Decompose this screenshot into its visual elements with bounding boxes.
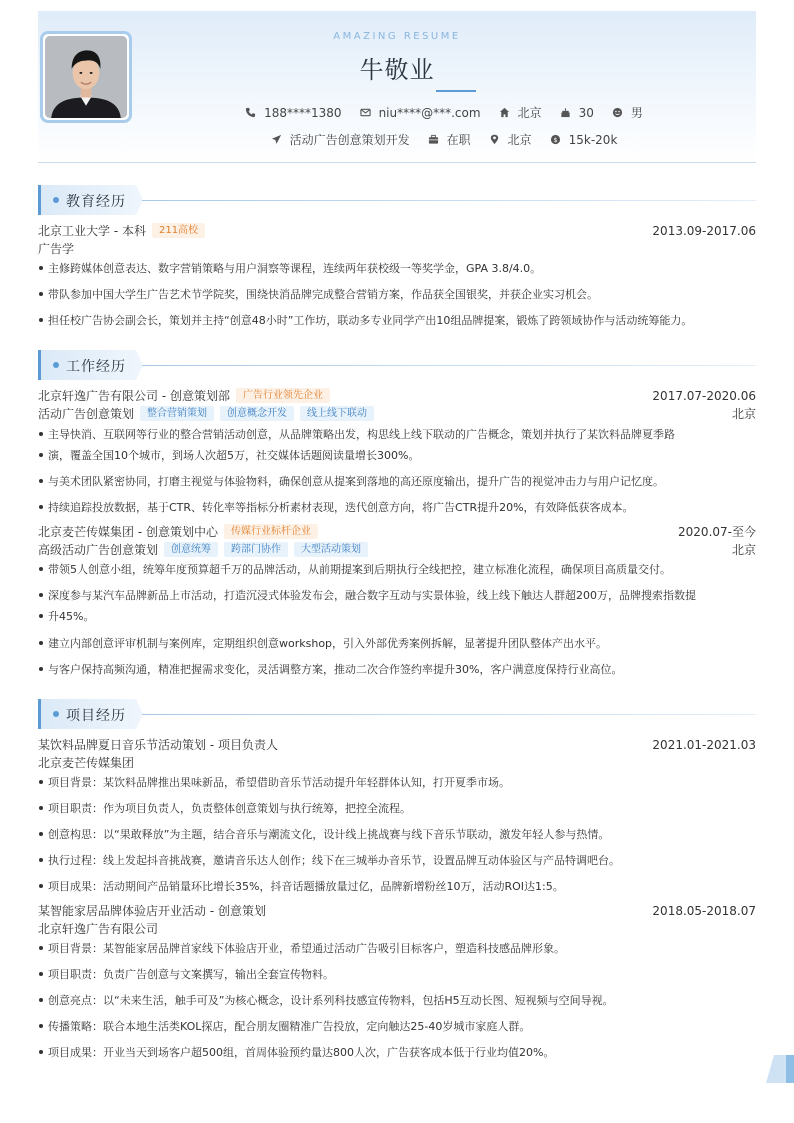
project-name: 某饮料品牌夏日音乐节活动策划 - 项目负责人 — [38, 738, 278, 752]
education-section-header — [38, 185, 756, 215]
section-title: 项目经历 — [66, 708, 126, 724]
resume-tagline: AMAZING RESUME — [333, 31, 461, 42]
location-icon — [489, 134, 500, 145]
candidate-name: 牛敬业 — [359, 56, 435, 84]
gender-icon — [612, 107, 623, 118]
target-city-info: 北京 — [489, 131, 532, 148]
job-role-row — [38, 541, 756, 558]
cake-icon — [560, 107, 571, 118]
job-entry — [38, 523, 756, 540]
job-role: 活动广告创意策划 — [38, 407, 135, 421]
mail-icon — [360, 107, 371, 118]
list-item: 主修跨媒体创意表达、数字营销策略与用户洞察等课程，连续两年获校级一等奖学金，GPA 3.8/4.0。 — [38, 258, 756, 279]
list-item: 创意亮点：以“未来生活，触手可及”为核心概念，设计系列科技感宣传物料，包括H5互动长图、短视频与空间导视。 — [38, 990, 756, 1011]
list-item: 带领5人创意小组，统筹年度预算超千万的品牌活动，从前期提案到后期执行全线把控，建立标准化流程，确保项目高质量交付。 — [38, 559, 756, 580]
project-org: 北京麦芒传媒集团 — [38, 756, 135, 770]
target-position-info: 活动广告创意策划开发 — [271, 131, 410, 148]
name-underline — [436, 90, 476, 92]
list-item: 项目成果：开业当天到场客户超500组，首周体验预约量达800人次，广告获客成本低于行业均值20%。 — [38, 1042, 756, 1063]
project-date: 2018.05-2018.07 — [652, 903, 756, 918]
section-title: 教育经历 — [66, 194, 126, 210]
list-item: 带队参加中国大学生广告艺术节学院奖，围绕快消品牌完成整合营销方案，作品获全国银奖，并获企业实习机会。 — [38, 284, 756, 305]
project-org: 北京轩逸广告有限公司 — [38, 922, 159, 936]
list-item-continuation: 演，覆盖全国10个城市，到场人次超5万，社交媒体话题阅读量增长300%。 — [38, 445, 756, 466]
skill-tag: 跨部门协作 — [224, 542, 288, 557]
company-name: 北京麦芒传媒集团 - 创意策划中心 — [38, 525, 218, 539]
phone-info: 188****1380 — [245, 106, 341, 120]
school-badge: 211高校 — [152, 223, 205, 238]
job-intent-row — [132, 131, 756, 148]
company-badge: 传媒行业标杆企业 — [224, 524, 318, 539]
job-entry — [38, 387, 756, 404]
skill-tag: 创意统筹 — [164, 542, 218, 557]
list-item-continuation: 升45%。 — [38, 606, 756, 627]
skill-tag: 大型活动策划 — [294, 542, 368, 557]
skill-tag: 线上线下联动 — [300, 406, 374, 421]
education-entry — [38, 222, 756, 239]
list-item: 项目成果：活动期间产品销量环比增长35%，抖音话题播放量过亿，品牌新增粉丝10万，活动ROI达1:5。 — [38, 876, 756, 897]
job-role-row — [38, 405, 756, 422]
home-icon — [499, 107, 510, 118]
briefcase-icon — [428, 134, 439, 145]
expected-salary-info: $ 15k-20k — [550, 133, 618, 147]
age-info: 30 — [560, 106, 594, 120]
company-badge: 广告行业领先企业 — [236, 388, 330, 403]
skill-tag: 整合营销策划 — [140, 406, 214, 421]
svg-text:$: $ — [553, 135, 558, 144]
list-item: 担任校广告协会副会长，策划并主持“创意48小时”工作坊，联动多专业同学产出10组品牌提案，锻炼了跨领域协作与活动统筹能力。 — [38, 310, 756, 331]
list-item: 创意构思：以“果敢释放”为主题，结合音乐与潮流文化，设计线上挑战赛与线下音乐节联动，激发年轻人参与热情。 — [38, 824, 756, 845]
job-date: 2020.07-至今 — [678, 525, 756, 539]
projects-section-header — [38, 699, 756, 729]
list-item: 主导快消、互联网等行业的整合营销活动创意，从品牌策略出发，构思线上线下联动的广告概念，策划并执行了某饮料品牌夏季路 — [38, 424, 756, 445]
job-city: 北京 — [731, 543, 756, 557]
hometown-info: 北京 — [499, 104, 542, 121]
list-item: 执行过程：线上发起抖音挑战赛，邀请音乐达人创作；线下在三城举办音乐节，设置品牌互动体验区与产品特调吧台。 — [38, 850, 756, 871]
section-title: 工作经历 — [66, 359, 126, 375]
list-item: 项目背景：某饮料品牌推出果味新品，希望借助音乐节活动提升年轻群体认知，打开夏季市场。 — [38, 772, 756, 793]
send-icon — [271, 134, 282, 145]
project-date: 2021.01-2021.03 — [652, 737, 756, 752]
company-name: 北京轩逸广告有限公司 - 创意策划部 — [38, 389, 230, 403]
list-item: 项目背景：某智能家居品牌首家线下体验店开业，希望通过活动广告吸引目标客户，塑造科技感品牌形象。 — [38, 938, 756, 959]
corner-decoration — [766, 1055, 794, 1083]
list-item: 与客户保持高频沟通，精准把握需求变化，灵活调整方案，推动二次合作签约率提升30%，客户满意度保持行业高位。 — [38, 659, 756, 680]
project-name: 某智能家居品牌体验店开业活动 - 创意策划 — [38, 904, 266, 918]
skill-tag: 创意概念开发 — [220, 406, 294, 421]
job-role: 高级活动广告创意策划 — [38, 543, 159, 557]
major: 广告学 — [38, 242, 75, 256]
resume-header — [38, 11, 756, 163]
job-city: 北京 — [731, 407, 756, 421]
school-name: 北京工业大学 - 本科 — [38, 224, 146, 238]
email-info: niu****@***.com — [360, 106, 481, 120]
work-section-header — [38, 350, 756, 380]
list-item: 项目职责：作为项目负责人，负责整体创意策划与执行统筹，把控全流程。 — [38, 798, 756, 819]
project-entry — [38, 736, 756, 753]
education-date: 2013.09-2017.06 — [652, 223, 756, 238]
list-item: 深度参与某汽车品牌新品上市活动，打造沉浸式体验发布会，融合数字互动与实景体验，线上线下触达人群超200万，品牌搜索指数提 — [38, 585, 756, 606]
job-date: 2017.07-2020.06 — [652, 388, 756, 403]
list-item: 传播策略：联合本地生活类KOL探店，配合朋友圈精准广告投放，定向触达25-40岁城市家庭人群。 — [38, 1016, 756, 1037]
contact-info-row — [132, 104, 756, 121]
phone-icon — [245, 107, 256, 118]
list-item: 与美术团队紧密协同，打磨主视觉与体验物料，确保创意从提案到落地的高还原度输出，提升广告的视觉冲击力与用户记忆度。 — [38, 471, 756, 492]
list-item: 项目职责：负责广告创意与文案撰写，输出全套宣传物料。 — [38, 964, 756, 985]
money-icon — [550, 134, 561, 145]
list-item: 持续追踪投放数据，基于CTR、转化率等指标分析素材表现，迭代创意方向，将广告CTR提升20%，有效降低获客成本。 — [38, 497, 756, 518]
employment-status-info: 在职 — [428, 131, 471, 148]
project-entry — [38, 902, 756, 919]
list-item: 建立内部创意评审机制与案例库，定期组织创意workshop，引入外部优秀案例拆解，显著提升团队整体产出水平。 — [38, 633, 756, 654]
gender-info: 男 — [612, 104, 643, 121]
